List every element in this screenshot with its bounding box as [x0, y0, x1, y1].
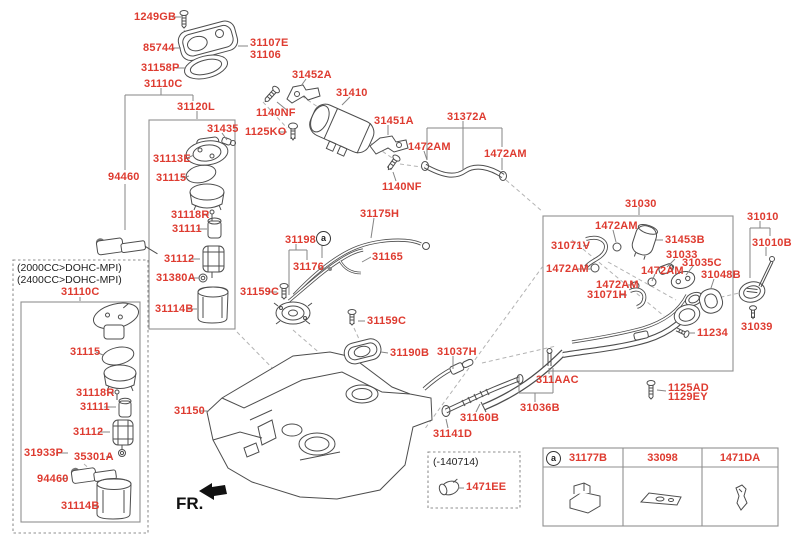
vapor-hose-icon — [422, 162, 507, 181]
table-header-33098: 33098 — [647, 452, 678, 464]
part-label-31033-38: 31033 — [666, 249, 698, 261]
protector-strip-icon — [641, 493, 681, 505]
fuel-pump-icon — [113, 420, 133, 450]
part-label-1472am-40: 1472AM — [641, 265, 684, 277]
tank-band-cover-icon — [342, 337, 383, 366]
part-label-1472am-23: 1472AM — [484, 148, 527, 160]
part-label-31176-27: 31176 — [293, 261, 324, 273]
part-label-31160b-53: 31160B — [460, 412, 500, 424]
front-direction-label: FR. — [176, 494, 204, 513]
screw-icon — [180, 11, 188, 29]
part-label-31048b-43: 31048B — [701, 269, 741, 281]
pump-head-icon — [185, 137, 236, 168]
part-label-1472am-37: 1472AM — [546, 263, 589, 275]
part-label-1125ko-18: 1125KO — [245, 126, 287, 138]
part-label-31110c-5: 31110C — [144, 78, 183, 90]
grommet-icon — [119, 450, 126, 457]
canister-bracket-icon — [287, 85, 320, 103]
part-label-31451a-20: 31451A — [374, 115, 414, 127]
bolt-icon — [289, 123, 298, 140]
push-clip-icon — [736, 485, 747, 510]
part-label-31071v-36: 31071V — [551, 240, 591, 252]
part-label-1472am-34: 1472AM — [595, 220, 638, 232]
bolt-icon — [385, 154, 401, 172]
part-label-31380a-14: 31380A — [156, 272, 196, 284]
part-label-1140nf-24: 1140NF — [382, 181, 422, 193]
part-label-31037h-32: 31037H — [437, 346, 477, 358]
part-label-1471ee-67: 1471EE — [466, 481, 507, 493]
fuel-sender-icon — [95, 231, 157, 263]
vent-hose-icon — [424, 357, 474, 389]
part-label-11234-44: 11234 — [697, 327, 728, 339]
cap-tether-icon — [759, 257, 775, 288]
part-label-31115-10: 31115 — [156, 172, 187, 184]
table-header-31177b: 31177B — [569, 452, 607, 464]
reservoir-bucket-icon — [97, 479, 131, 520]
part-label-94460-64: 94460 — [37, 473, 69, 485]
bolt-icon — [262, 85, 280, 104]
canister-icon — [303, 100, 378, 163]
part-label-31110c-57: 31110C — [61, 286, 100, 298]
part-label-31113e-9: 31113E — [153, 153, 191, 165]
bolt-icon — [675, 326, 690, 338]
part-label-31452a-16: 31452A — [292, 69, 332, 81]
table-header-1471da: 1471DA — [719, 452, 761, 464]
part-label-31410-19: 31410 — [336, 87, 368, 99]
part-label-31106-3: 31106 — [250, 49, 281, 61]
part-label-31435-8: 31435 — [207, 123, 239, 135]
pump-gasket-icon — [101, 344, 136, 367]
grommet-icon — [199, 274, 207, 282]
part-label-31159c-30: 31159C — [367, 315, 407, 327]
part-label-31933p-62: 31933P — [24, 447, 64, 459]
part-label-2400ccdohcmpi-56: (2400CC>DOHC-MPI) — [17, 274, 122, 286]
bolt-icon — [348, 310, 356, 326]
part-label-31165-28: 31165 — [372, 251, 403, 263]
part-label-1472am-21: 1472AM — [408, 141, 451, 153]
part-label-1249gb-0: 1249GB — [134, 11, 177, 23]
fuel-line-icon — [289, 250, 363, 301]
pump-gasket-icon — [185, 163, 218, 186]
part-label-31107e-2: 31107E — [250, 37, 289, 49]
part-label-85744-1: 85744 — [143, 42, 175, 54]
part-label-31190b-31: 31190B — [390, 347, 430, 359]
bolt-icon — [750, 306, 757, 319]
part-label-31114b-15: 31114B — [155, 303, 194, 315]
part-label-31118r-11: 31118R — [171, 209, 210, 221]
part-label-31010-47: 31010 — [747, 211, 779, 223]
part-label-1129ey-46: 1129EY — [668, 391, 708, 403]
fuel-pump-icon — [203, 246, 224, 278]
part-label-31150-50: 31150 — [174, 405, 205, 417]
part-label-31159c-29: 31159C — [240, 286, 280, 298]
part-label-31036b-52: 31036B — [520, 402, 560, 414]
filter-pin-icon — [210, 210, 214, 221]
reservoir-cup-icon — [190, 184, 224, 210]
fuel-tank-icon — [207, 352, 432, 499]
part-label-1472am-41: 1472AM — [596, 279, 639, 291]
part-label-31039-49: 31039 — [741, 321, 773, 333]
part-label-140714-66: (-140714) — [433, 456, 479, 468]
part-label-31030-33: 31030 — [625, 198, 657, 210]
fuel-filter-icon — [119, 398, 131, 417]
bolt-icon — [280, 284, 288, 300]
pump-head-icon — [91, 299, 141, 339]
part-label-1125ad-45: 1125AD — [668, 382, 709, 394]
part-label-31111-12: 31111 — [172, 223, 202, 235]
bolt-icon — [647, 381, 655, 400]
part-label-31453b-35: 31453B — [665, 234, 705, 246]
canister-bracket-icon — [370, 136, 408, 154]
part-label-31175h-25: 31175H — [360, 208, 400, 220]
part-label-31114b-65: 31114B — [61, 500, 100, 512]
part-label-31118r-59: 31118R — [76, 387, 115, 399]
part-label-311aac-51: 311AAC — [536, 374, 579, 386]
pump-plate-icon — [274, 302, 312, 324]
part-label-31120l-6: 31120L — [177, 101, 215, 113]
part-label-31158p-4: 31158P — [141, 62, 180, 74]
callout-a-marker: a — [316, 231, 331, 246]
filter-pin-icon — [115, 390, 119, 400]
part-label-94460-7: 94460 — [108, 171, 140, 183]
part-label-31035c-39: 31035C — [682, 257, 722, 269]
part-label-31112-13: 31112 — [164, 253, 195, 265]
part-label-31071h-42: 31071H — [587, 289, 627, 301]
pipe-holder-clip-icon — [570, 483, 600, 513]
part-label-1140nf-17: 1140NF — [256, 107, 296, 119]
reservoir-bucket-icon — [198, 287, 228, 323]
part-label-31198-26: 31198 — [285, 234, 316, 246]
part-label-31010b-48: 31010B — [752, 237, 792, 249]
part-label-2000ccdohcmpi-55: (2000CC>DOHC-MPI) — [17, 262, 122, 274]
part-label-31372a-22: 31372A — [447, 111, 487, 123]
part-label-31141d-54: 31141D — [433, 428, 473, 440]
part-label-35301a-63: 35301A — [74, 451, 114, 463]
neck-gasket-icon — [697, 286, 725, 316]
fuel-filter-icon — [208, 218, 221, 238]
part-label-31115-58: 31115 — [70, 346, 101, 358]
part-label-31111-60: 31111 — [80, 401, 110, 413]
table-callout-a-marker: a — [546, 451, 561, 466]
part-label-31112-61: 31112 — [73, 426, 104, 438]
